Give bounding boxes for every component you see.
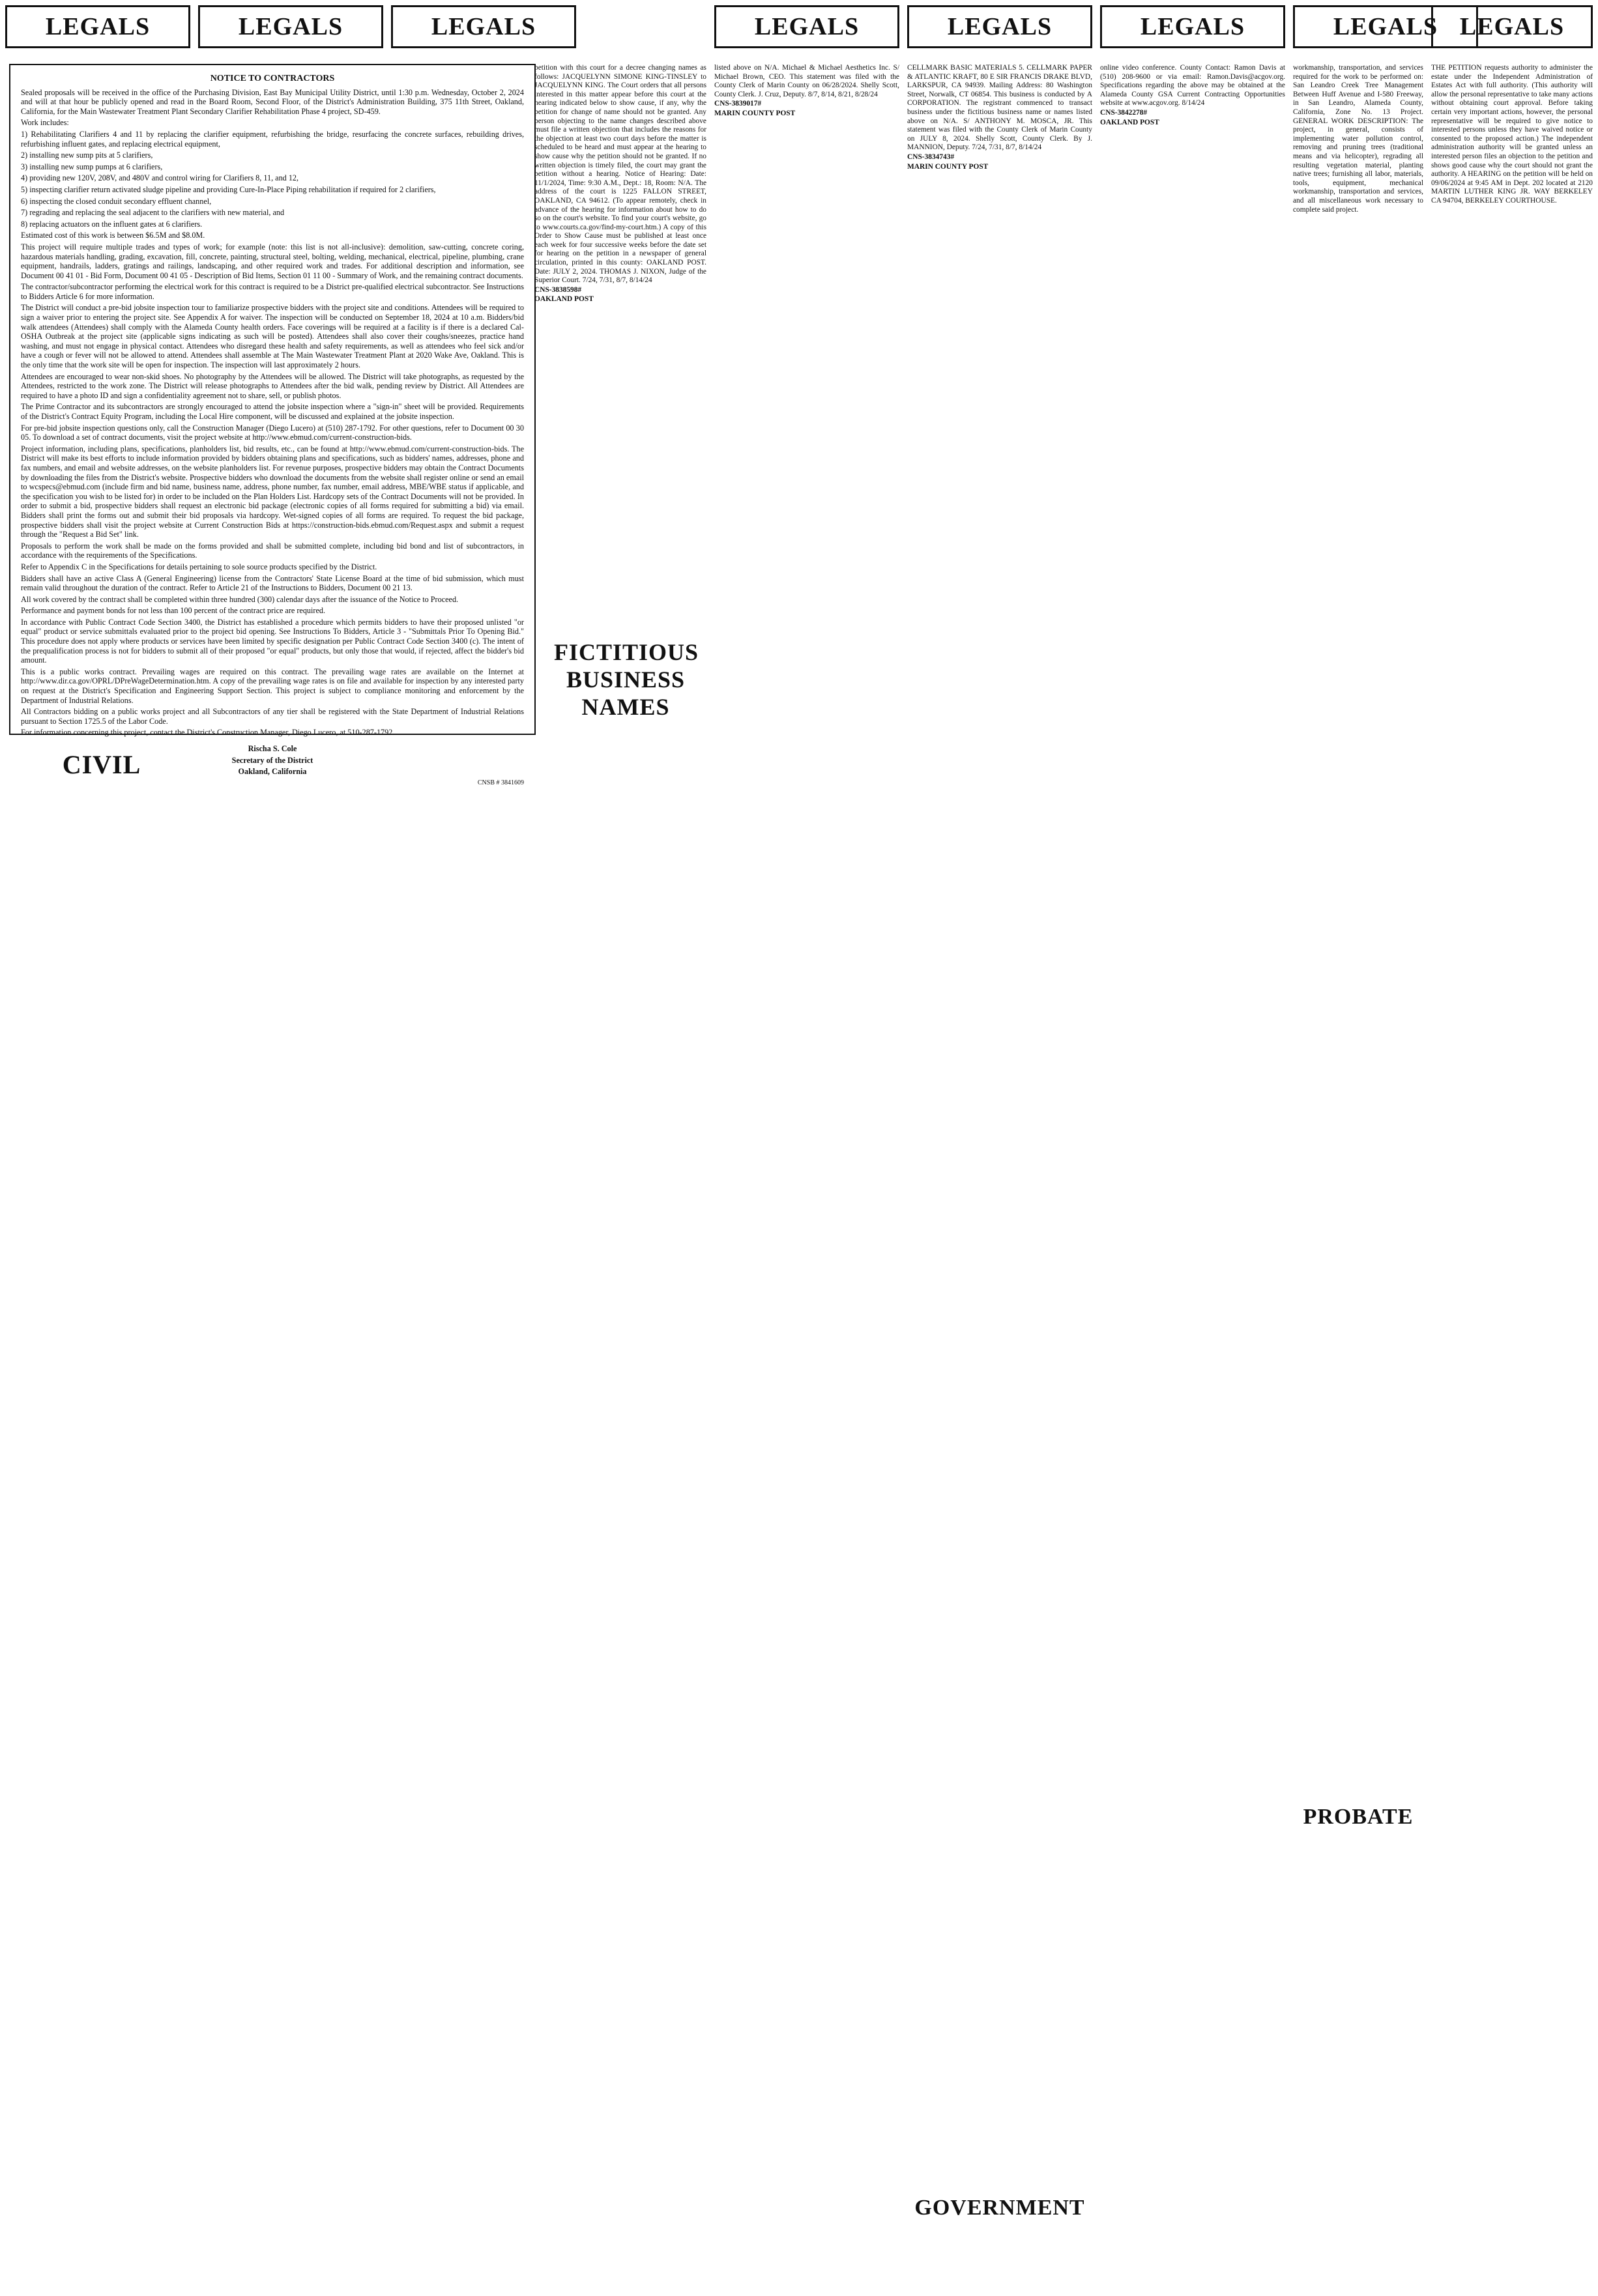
- col8-paragraph: THE PETITION requests authority to administer the estate under the Independent Administration of Estates Act with full authority. (This authority will allow the personal representative to take many actions without obtaining court approval. Before taking certain very important actions, however, the personal representative will be required to give notice to interested persons unless they have waived notice or consented to the proposed action.) The independent administration authority will be granted unless an interested person files an objection to the petition and shows good cause why the court should not grant the authority. A HEARING on the petition will be held on 09/06/2024 at 9:45 AM in Dept. 202 located at 2120 MARTIN LUTHER KING JR. WAY BERKELEY CA 94704, BERKELEY COURTHOUSE.: [1431, 64, 1593, 205]
- col3-paragraph: petition with this court for a decree changing names as follows: JACQUELYNN SIMONE KING-TINSLEY to JACQUELYNN KING. The Court orders that all persons interested in this matter appear before this court at the hearing indicated below to show cause, if any, why the petition for change of name should not be granted. Any person objecting to the name changes described above must file a written objection that includes the reasons for the objection at least two court days before the matter is scheduled to be heard and must appear at the hearing to show cause why the petition should not be granted. If no written objection is timely filed, the court may grant the petition without a hearing. Notice of Hearing: Date: 11/1/2024, Time: 9:30 A.M., Dept.: 18, Room: N/A. The address of the court is 1225 FALLON STREET, OAKLAND, CA 94612. (To appear remotely, check in advance of the hearing for information about how to do so on the court's website. To find your court's website, go to www.courts.ca.gov/find-my-court.htm.) A copy of this Order to Show Cause must be published at least once each week for four successive weeks before the date set for hearing on the petition in a newspaper of general circulation, printed in this county: OAKLAND POST. Date: JULY 2, 2024. THOMAS J. NIXON, Judge of the Superior Court. 7/24, 7/31, 8/7, 8/14/24: [534, 64, 706, 285]
- notice-body: [21, 88, 524, 738]
- header-label: LEGALS: [1459, 13, 1565, 40]
- col5-cns: CNS-3834743#: [907, 152, 955, 161]
- legals-header-1: [5, 5, 190, 48]
- notice-paragraph: Refer to Appendix C in the Specifications for details pertaining to sole source products specified by the District.: [21, 562, 377, 571]
- col5-paragraph: CELLMARK BASIC MATERIALS 5. CELLMARK PAPER & ATLANTIC KRAFT, 80 E SIR FRANCIS DRAKE BLVD, LARKSPUR, CA 94939. Mailing Address: 80 Washington Street, Norwalk, CT 06854. This business is conducted by A CORPORATION. The registrant commenced to transact business under the fictitious business name or names listed above on N/A. S/ ANTHONY M. MOSCA, JR. This statement was filed with the County Clerk of Marin County on JULY 8, 2024. Shelly Scott, County Clerk. By J. MANNION, Deputy. 7/24, 7/31, 8/7, 8/14/24: [907, 64, 1092, 152]
- column-4-text: [714, 64, 899, 272]
- col7-paragraph: workmanship, transportation, and services required for the work to be performed on: San Leandro Creek Tree Management Between Huff Avenue and I-580 Freeway, in San Leandro, Alameda County, California, Zone No. 13 Project. GENERAL WORK DESCRIPTION: The project, in general, consists of implementing water pollution control, removing and pruning trees (traditional means and via helicopter), regrading all resulting vegetation material, planting native trees; furnishing all labor, materials, tools, equipment, mechanical workmanship, transportation and services, and all miscellaneous work necessary to complete said project.: [1293, 64, 1423, 214]
- header-label: LEGALS: [1140, 13, 1245, 40]
- header-label: LEGALS: [45, 13, 151, 40]
- notice-paragraph: The District will conduct a pre-bid jobsite inspection tour to familiarize prospective bidders with the project site and conditions. Attendees will be required to sign a waiver prior to entering the project site. See Appendix A for waiver. The inspection will be conducted on September 18, 2024 at 10 a.m. Bidders/bid walk attendees (Attendees) shall comply with the Alameda County health orders. Face coverings will be required at a facility is if there is a declared Cal-OSHA Outbreak at the project site (applicable signs indicating as such will be posted). Attendees shall also cover their coughs/sneezes, practice hand washing, and must not engage in physical contact. Attendees who disregard these health and safety requirements, as well as attendees who feel sick and/or have a cough or fever will not be allowed to attend. Attendees shall assemble at The Main Wastewater Treatment Plant at 2020 Wake Ave, Oakland. This is the only time that the work site will be open for inspection. The inspection will last approximately 2 hours.: [21, 303, 524, 370]
- legals-header-8: [1431, 5, 1593, 48]
- column-8-text: [1431, 64, 1593, 390]
- notice-paragraph: Estimated cost of this work is between $6.5M and $8.0M.: [21, 231, 205, 240]
- col4-cns: CNS-3839017#: [714, 100, 762, 108]
- col4-paragraph: listed above on N/A. Michael & Michael Aesthetics Inc. S/ Michael Brown, CEO. This statement was filed with the County Clerk of Marin County on 06/28/2024. Shelly Scott, County Clerk. J. Cruz, Deputy. 8/7, 8/14, 8/21, 8/28/24: [714, 64, 899, 98]
- column-6-text: [1100, 64, 1285, 220]
- notice-paragraph: The Prime Contractor and its subcontractors are strongly encouraged to attend the jobsite inspection where a "sign-in" sheet will be provided. Requirements of the District's Contract Equity Program, including the Local Hire component, will be discussed and explained at the jobsite inspection.: [21, 402, 524, 421]
- notice-paragraph: 4) providing new 120V, 208V, and 480V and control wiring for Clarifiers 8, 11, and 12,: [21, 173, 299, 183]
- header-label: LEGALS: [431, 13, 536, 40]
- notice-paragraph: Project information, including plans, specifications, planholders list, bid results, etc., can be found at http://www.ebmud.com/current-construction-bids. The District will make its best efforts to include information provided by bidders obtaining plans and specifications, such as bidders' names, addresses, phone and fax numbers, and email and website addresses, on the website planholders list. For revenue purposes, prospective bidders may obtain the Contract Documents by downloading the files from the District's website. Prospective bidders who download the documents from the website shall register online or send an email to wcspecs@ebmud.com (include firm and bid name, business name, address, phone number, fax number, email address, MBE/WBE status if applicable, and the specification you wish to be listed for) in order to be included on the Plan Holders List. Hardcopy sets of the Contract Documents will not be provided. In order to submit a bid, prospective bidders shall request an electronic bid package (electronic copies of all forms required for submitting a bid) via email. Bidders shall print the forms out and submit their bid proposals via hardcopy. Wet-signed copies of all forms are required. To request the bid package, prospective bidders shall visit the project website at Current Construction Bids at https://construction-bids.ebmud.com/Request.aspx and submit a request through the "Request a Bid Set" link.: [21, 444, 524, 539]
- signatory-place: Oakland, California: [238, 767, 307, 777]
- notice-paragraph: Work includes:: [21, 118, 69, 128]
- notice-paragraph: Performance and payment bonds for not less than 100 percent of the contract price are required.: [21, 606, 326, 616]
- notice-paragraph: The contractor/subcontractor performing the electrical work for this contract is required to be a District pre-qualified electrical subcontractor. See Instructions to Bidders Article 6 for more information.: [21, 282, 524, 301]
- section-probate: PROBATE: [1303, 1805, 1414, 1829]
- legals-header-4: [714, 5, 899, 48]
- notice-paragraph: 6) inspecting the closed conduit secondary effluent channel,: [21, 196, 212, 206]
- legals-header-3: [391, 5, 576, 48]
- notice-paragraph: Attendees are encouraged to wear non-skid shoes. No photography by the Attendees will be allowed. The District will take photographs, as requested by the Attendees, restricted to the work zone. The District will release photographs to Attendees after the bid walk, pending review by District. All Attendees are required to have a photo ID and sign a confidentiality agreement not to share, sell, or publish photos.: [21, 371, 524, 400]
- notice-paragraph: 1) Rehabilitating Clarifiers 4 and 11 by replacing the clarifier equipment, refurbishing the bridge, resurfacing the concrete surfaces, rebuilding drives, refurbishing influent gates, and replacing electrical equipment,: [21, 129, 524, 149]
- notice-paragraph: Sealed proposals will be received in the office of the Purchasing Division, East Bay Municipal Utility District, until 1:30 p.m. Wednesday, October 2, 2024 and will at that hour be publicly opened and read in the Board Room, Second Floor, of the District's Administration Building, 375 11th Street, Oakland, California, for the Main Wastewater Treatment Plant Secondary Clarifier Rehabilitation Phase 4 project, SD-459.: [21, 87, 524, 116]
- notice-paragraph: 8) replacing actuators on the influent gates at 6 clarifiers.: [21, 219, 203, 229]
- notice-paragraph: This project will require multiple trades and types of work; for example (note: this list is not all-inclusive): demolition, saw-cutting, concrete coring, hazardous materials handling, grading, excavation, fill, concrete, painting, structural steel, bolting, welding, mechanical, electrical, pipeline, plumbing, crane equipment, handrails, ladders, gratings and railings, landscaping, and other required work and trades. For additional description and information, see Document 00 41 01 - Bid Form, Document 00 41 05 - Description of Bid Items, Section 01 11 00 - Summary of Work, and the remaining contract documents.: [21, 242, 524, 280]
- notice-paragraph: Bidders shall have an active Class A (General Engineering) license from the Contractors' State License Board at the time of bid submission, which must remain valid throughout the duration of the contract. Refer to Article 21 of the Instructions to Bidders, Document 00 21 13.: [21, 573, 524, 593]
- column-3-text: [534, 64, 706, 455]
- section-civil: CIVIL: [62, 750, 141, 779]
- col6-paper: OAKLAND POST: [1100, 118, 1159, 126]
- legals-header-6: [1100, 5, 1285, 48]
- column-5-text: [907, 64, 1092, 272]
- signatory-title: Secretary of the District: [231, 755, 313, 765]
- notice-paragraph: In accordance with Public Contract Code Section 3400, the District has established a procedure which permits bidders to have their proposed unlisted "or equal" product or service submittals evaluated prior to the project bid opening. See Instructions To Bidders, Article 3 - "Submittals Prior To Opening Bid." This procedure does not apply where products or services have been limited by specific designation per Public Contract Code Section 3400 (c). The intent of the prequalification process is not for bidders to submit all of their proposed "or equal" products, but only those that would, if rejected, affect the bidder's bid amount.: [21, 617, 524, 665]
- notice-paragraph: All work covered by the contract shall be completed within three hundred (300) calendar days after the issuance of the Notice to Proceed.: [21, 594, 459, 604]
- signatory-name: Rischa S. Cole: [248, 744, 297, 753]
- notice-paragraph: Proposals to perform the work shall be made on the forms provided and shall be submitted complete, including bid bond and list of subcontractors, in accordance with the requirements of the Specifications.: [21, 541, 524, 560]
- notice-paragraph: For information concerning this project, contact the District's Construction Manager, Diego Lucero, at 510-287-1792.: [21, 728, 395, 738]
- notice-paragraph: 7) regrading and replacing the seal adjacent to the clarifiers with new material, and: [21, 208, 285, 218]
- cnsb-number: CNSB # 3841609: [477, 779, 524, 786]
- legals-header-2: [198, 5, 383, 48]
- notice-paragraph: For pre-bid jobsite inspection questions only, call the Construction Manager (Diego Lucero) at (510) 287-1792. For other questions, refer to Document 00 30 05. To download a set of contract documents, visit the project website at http://www.ebmud.com/current-construction-bids.: [21, 423, 524, 442]
- section-government: GOVERNMENT: [914, 2196, 1085, 2220]
- col4-paper: MARIN COUNTY POST: [714, 109, 796, 117]
- col3-paper: OAKLAND POST: [534, 295, 594, 304]
- column-7-text: [1293, 64, 1423, 324]
- col6-cns: CNS-3842278#: [1100, 108, 1148, 117]
- header-label: LEGALS: [754, 13, 860, 40]
- col5-paper: MARIN COUNTY POST: [907, 162, 989, 171]
- header-label: LEGALS: [947, 13, 1053, 40]
- col6-paragraph: online video conference. County Contact: Ramon Davis at (510) 208-9600 or via email: Ramon.Davis@acgov.org. Specifications regarding the above may be obtained at the Alameda County GSA Current Contracting Opportunities website at www.acgov.org. 8/14/24: [1100, 64, 1285, 108]
- notice-paragraph: 2) installing new sump pits at 5 clarifiers,: [21, 151, 153, 160]
- notice-paragraph: 5) inspecting clarifier return activated sludge pipeline and providing Cure-In-Place Piping rehabilitation if required for 2 clarifiers,: [21, 184, 436, 194]
- header-label: LEGALS: [1333, 13, 1438, 40]
- section-fictitious-business-names: FICTITIOUS BUSINESS NAMES: [554, 639, 699, 720]
- notice-paragraph: This is a public works contract. Prevailing wages are required on this contract. The prevailing wage rates are available on the Internet at http://www.dir.ca.gov/OPRL/DPreWageDetermination.htm. A copy of the prevailing wage rates is on file and available for inspection by any interested party on request at the District's Specification and Engineering Support Section. This project is subject to compliance monitoring and enforcement by the Department of Industrial Relations.: [21, 667, 524, 705]
- legals-header-5: [907, 5, 1092, 48]
- notice-title: NOTICE TO CONTRACTORS: [210, 74, 335, 83]
- notice-paragraph: 3) installing new sump pumps at 6 clarifiers,: [21, 162, 163, 171]
- notice-paragraph: All Contractors bidding on a public works project and all Subcontractors of any tier shall be registered with the State Department of Industrial Relations pursuant to Section 1725.5 of the Labor Code.: [21, 707, 524, 726]
- header-label: LEGALS: [238, 13, 343, 40]
- col3-cns: CNS-3838598#: [534, 285, 582, 294]
